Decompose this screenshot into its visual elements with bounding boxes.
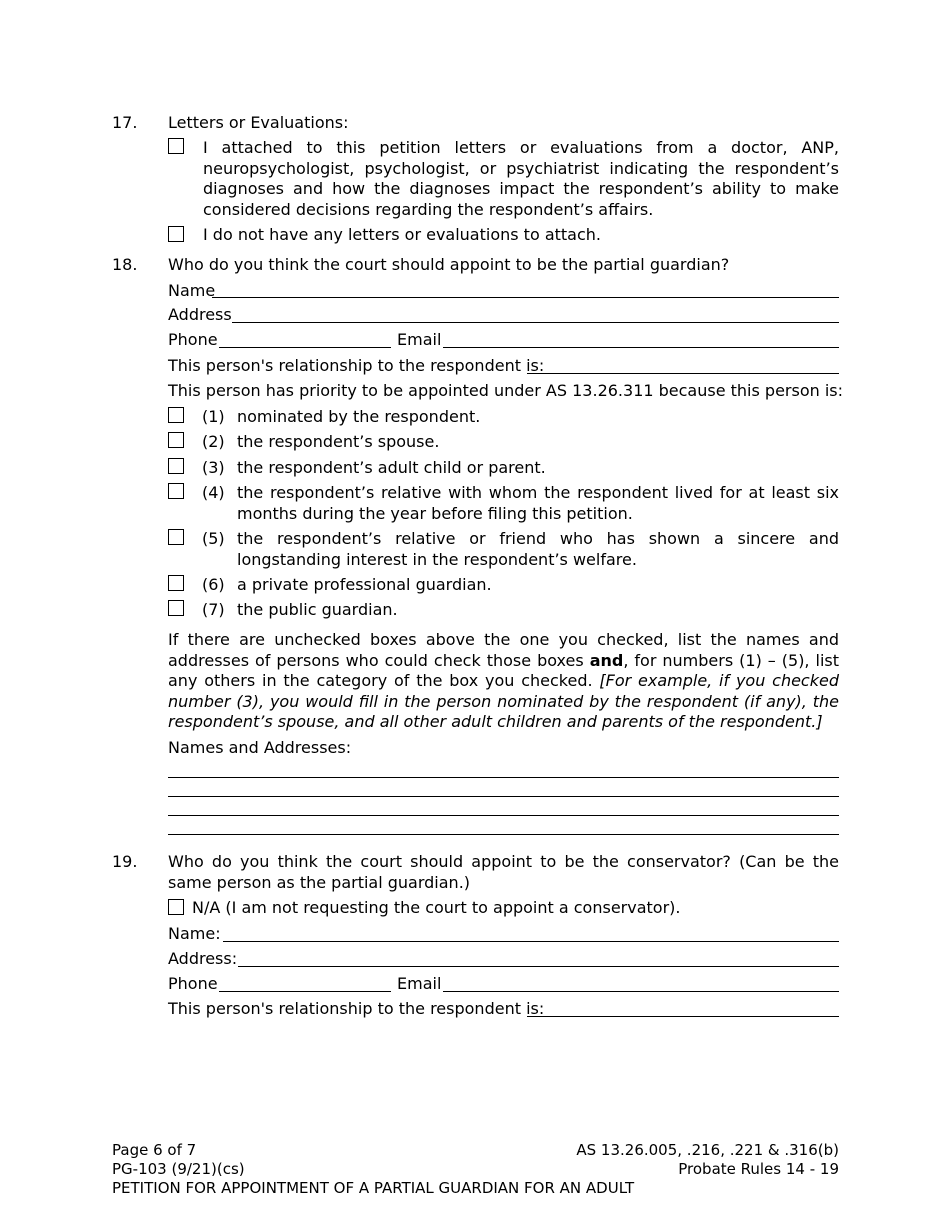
footer-form-id: PG-103 (9/21)(cs) [112, 1160, 245, 1178]
instructions-text-1: If there are unchecked boxes above the one you checked, list the names and addresses of persons who could check those boxes [168, 630, 839, 670]
conservator-phone-label: Phone [168, 974, 218, 993]
conservator-phone-field[interactable] [219, 991, 391, 992]
priority-intro: This person has priority to be appointed under AS 13.26.311 because this person is: [168, 381, 844, 400]
footer-rules: Probate Rules 14 - 19 [678, 1160, 839, 1178]
instructions-paragraph [168, 630, 839, 733]
priority-option-1-text: nominated by the respondent. [237, 407, 481, 426]
guardian-name-label: Name [168, 281, 216, 300]
names-addresses-line-1[interactable] [168, 777, 839, 778]
priority-option-7-number: (7) [202, 600, 225, 619]
instructions-example: [For example, if you checked number (3), you would fill in the person nominated by the respondent (if any), the respondent’s spouse, and all other adult children and parents of the respondent.] [168, 671, 839, 732]
conservator-relationship-label: This person's relationship to the respondent is: [168, 999, 545, 1018]
na-conservator-text: N/A (I am not requesting the court to appoint a conservator). [192, 898, 681, 917]
guardian-address-field[interactable] [232, 322, 839, 323]
section-17-number: 17. [112, 113, 138, 132]
no-letters-checkbox[interactable] [168, 226, 184, 242]
guardian-email-label: Email [397, 330, 442, 349]
priority-option-2-checkbox[interactable] [168, 432, 184, 448]
names-addresses-line-4[interactable] [168, 834, 839, 835]
conservator-email-label: Email [397, 974, 442, 993]
priority-option-7-checkbox[interactable] [168, 600, 184, 616]
section-19-question: Who do you think the court should appoint to be the conservator? (Can be the same person as the partial guardian.) [168, 852, 839, 892]
priority-option-6-number: (6) [202, 575, 225, 594]
footer-statute: AS 13.26.005, .216, .221 & .316(b) [576, 1141, 839, 1159]
attached-letters-text: I attached to this petition letters or evaluations from a doctor, ANP, neuropsychologist, psychologist, or psychiatrist indicating the respondent’s diagnoses and how the diagnoses impact the respondent’s ability to make considered decisions regarding the respondent’s affairs. [203, 138, 839, 219]
conservator-address-label: Address: [168, 949, 238, 968]
guardian-phone-label: Phone [168, 330, 218, 349]
na-conservator-checkbox[interactable] [168, 899, 184, 915]
attached-letters-checkbox[interactable] [168, 138, 184, 154]
priority-option-2-number: (2) [202, 432, 225, 451]
conservator-relationship-field[interactable] [527, 1016, 839, 1017]
priority-option-1-checkbox[interactable] [168, 407, 184, 423]
conservator-address-field[interactable] [238, 966, 839, 967]
priority-option-5-text: the respondent’s relative or friend who has shown a sincere and longstanding interest in the respondent’s welfare. [237, 529, 839, 569]
priority-option-4-checkbox[interactable] [168, 483, 184, 499]
guardian-phone-field[interactable] [219, 347, 391, 348]
priority-option-5-number: (5) [202, 529, 225, 548]
priority-option-1-number: (1) [202, 407, 225, 426]
footer-form-title: PETITION FOR APPOINTMENT OF A PARTIAL GUARDIAN FOR AN ADULT [112, 1179, 635, 1197]
guardian-relationship-label: This person's relationship to the respondent is: [168, 356, 545, 375]
priority-option-3-number: (3) [202, 458, 225, 477]
conservator-name-field[interactable] [223, 941, 839, 942]
section-19-number: 19. [112, 852, 138, 871]
instructions-text-2: , for numbers (1) – (5), list any others in the category of the box you checked. [168, 650, 840, 691]
priority-option-3-text: the respondent’s adult child or parent. [237, 458, 546, 477]
names-addresses-line-3[interactable] [168, 815, 839, 816]
section-18-question: Who do you think the court should appoint to be the partial guardian? [168, 255, 730, 274]
names-addresses-label: Names and Addresses: [168, 738, 352, 757]
footer-page-number: Page 6 of 7 [112, 1141, 197, 1159]
section-18-number: 18. [112, 255, 138, 274]
priority-option-4-text: the respondent’s relative with whom the respondent lived for at least six months during the year before filing this petition. [237, 483, 839, 523]
guardian-relationship-field[interactable] [527, 373, 839, 374]
guardian-name-field[interactable] [212, 297, 839, 298]
priority-option-6-checkbox[interactable] [168, 575, 184, 591]
guardian-email-field[interactable] [443, 347, 839, 348]
names-addresses-line-2[interactable] [168, 796, 839, 797]
instructions-bold-and: and [589, 650, 624, 670]
section-17-heading: Letters or Evaluations: [168, 113, 349, 132]
conservator-name-label: Name: [168, 924, 221, 943]
no-letters-text: I do not have any letters or evaluations to attach. [203, 225, 602, 244]
guardian-address-label: Address [168, 305, 232, 324]
priority-option-4-number: (4) [202, 483, 225, 502]
priority-option-7-text: the public guardian. [237, 600, 398, 619]
priority-option-5-checkbox[interactable] [168, 529, 184, 545]
priority-option-3-checkbox[interactable] [168, 458, 184, 474]
conservator-email-field[interactable] [443, 991, 839, 992]
priority-option-6-text: a private professional guardian. [237, 575, 492, 594]
priority-option-2-text: the respondent’s spouse. [237, 432, 440, 451]
